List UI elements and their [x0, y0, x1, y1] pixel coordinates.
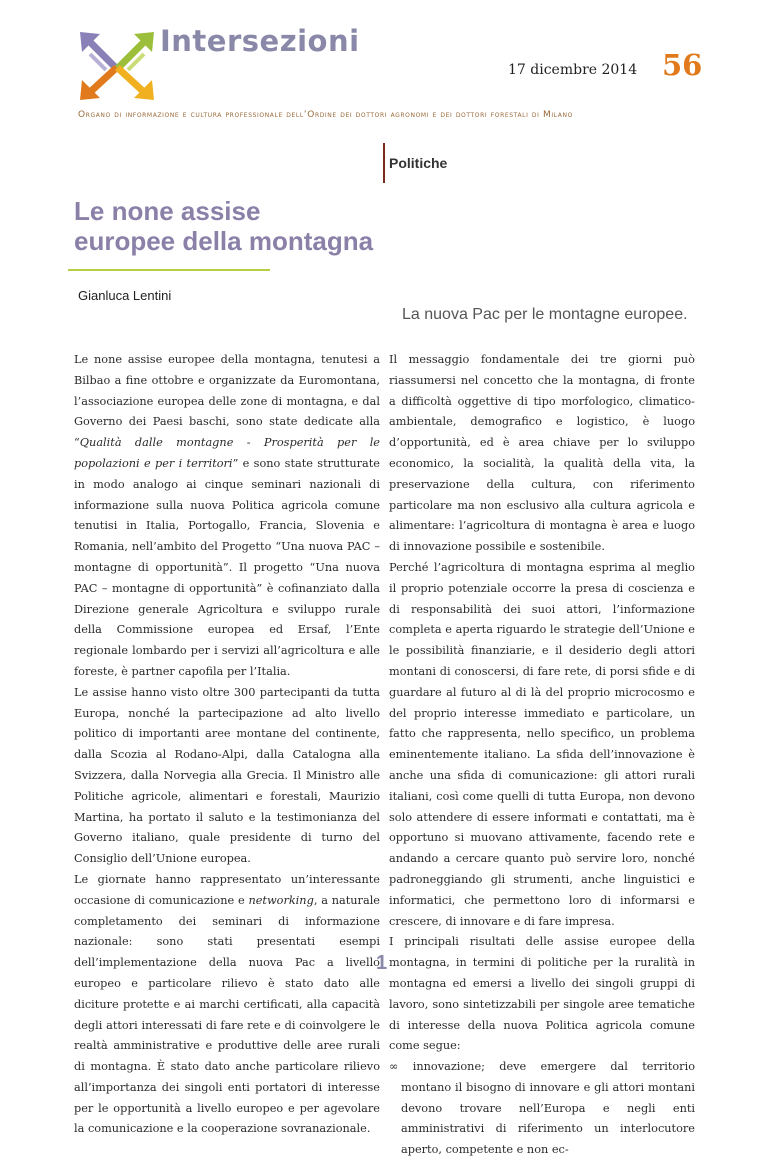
paragraph: [74, 870, 380, 1140]
bullet-text: innovazione; deve emergere dal territorio montano il bisogno di innovare e gli attori montani devono trovare nell’Europa e negli enti amministrativi di riferimento un interlocutore aperto, competente e non ec-: [401, 1060, 695, 1157]
emphasis: networking: [248, 893, 314, 907]
list-item: [389, 1057, 695, 1161]
intersezioni-arrows-logo-icon: [78, 30, 156, 102]
text-run: , a naturale completamento dei seminari di informazione nazionale: sono stati presentati esempi dell’implementazione della nuova Pac a livello europeo e particolare rilievo è stato dato alle diciture protette e ai marchi certificati, alla capacità degli attori interessati di fare rete e di coinvolgere le realtà amministrative e produttive delle aree rurali di montagna. È stato dato anche particolare rilievo all’importanza dei singoli enti portatori di interesse per le opportunità a livello europeo e per agevolare la comunicazione e la cooperazione sovranazionale.: [74, 893, 380, 1136]
text-run: Le giornate hanno rappresentato un’interessante occasione di comunicazione e: [74, 872, 380, 907]
page-number: 1: [376, 952, 388, 974]
bullet-symbol: ∞: [389, 1060, 399, 1074]
article-author: Gianluca Lentini: [78, 288, 172, 303]
brand-name: Intersezioni: [160, 24, 360, 58]
title-underline: [68, 269, 270, 271]
text-run: Le none assise europee della montagna, tenutesi a Bilbao a fine ottobre e organizzate da Euromontana, l’associazione europea delle zone di montagna, e dal Governo dei Paesi baschi, sono state dedicate alla “: [74, 353, 380, 450]
paragraph: Le assise hanno visto oltre 300 partecipanti da tutta Europa, nonché la partecipazione ad alto livello politico di importanti aree montane del continente, dalla Scozia al Rodano-Alpi, dalla Catalogna alla Svizzera, dalla Norvegia alla Grecia. Il Ministro alle Politiche agricole, alimentari e forestali, Maurizio Martina, ha portato il saluto e la testimonianza del Governo italiano, quale presidente di turno del Consiglio dell’Unione europea.: [74, 685, 380, 866]
paragraph: I principali risultati delle assise europee della montagna, in termini di politiche per la ruralità in montagna ed emersi a livello dei singoli gruppi di lavoro, sono sintetizzabili per singole aree tematiche di interesse della nuova Politica agricola comune come segue:: [389, 935, 695, 1053]
emphasis: Qualità dalle montagne - Prosperità per le popolazioni e per i territori: [74, 436, 380, 470]
issue-date: 17 dicembre 2014: [508, 62, 638, 78]
section-label: Politiche: [389, 155, 448, 171]
issue-number: 56: [662, 48, 703, 82]
section-divider: [383, 143, 385, 183]
article-title-line-2: europee della montagna: [74, 226, 374, 256]
left-column: [74, 350, 380, 1140]
paragraph: Perché l’agricoltura di montagna esprima al meglio il proprio potenziale occorre la presa di coscienza e di responsabilità dei suoi attori, l’informazione completa e aperta riguardo le strategie dell’Unione e le possibilità finanziarie, e il desiderio degli attori montani di conoscersi, di fare rete, di porsi sfide e di guardare al futuro al di là del proprio microcosmo e del proprio interesse immediato e particolare, un fatto che rappresenta, nello specifico, un problema eminentemente italiano. La sfida dell’innovazione è anche una sfida di comunicazione: gli attori rurali italiani, così come quelli di tutta Europa, non devono solo attendere di essere informati e contattati, ma è opportuno si muovano attivamente, facendo rete e andando a cercare quanto può servire loro, nonché padroneggiando gli strumenti, anche linguistici e informatici, che permettono loro di informarsi e crescere, di innovare e di fare impresa.: [389, 560, 695, 928]
text-run: ” e sono state strutturate in modo analogo ai cinque seminari nazionali di informazione sulla nuova Politica agricola comune tenutisi in Italia, Portogallo, Francia, Slovenia e Romania, nell’ambito del Progetto “Una nuova PAC – montagne di opportunità”. Il progetto “Una nuova PAC – montagne di opportunità” è cofinanziato dalla Direzione generale Agricoltura e sviluppo rurale della Commissione europea ed Ersaf, l’Ente regionale lombardo per i servizi all’agricoltura e alle foreste, è partner capofila per l’Italia.: [74, 456, 380, 678]
paragraph: Il messaggio fondamentale dei tre giorni può riassumersi nel concetto che la montagna, di fronte a difficoltà oggettive di tipo morfologico, climatico-ambientale, demografico e logistico, è luogo d’opportunità, ed è area chiave per lo sviluppo economico, la socialità, la qualità della vita, la preservazione della cultura, con riferimento particolare ma non esclusivo alla cultura agricola e alimentare: l’agricoltura di montagna è area e luogo di innovazione possibile e sostenibile.: [389, 353, 695, 554]
publication-subtitle: Organo di informazione e cultura professionale dell’Ordine dei dottori agronomi e dei dottori forestali di Milano: [78, 110, 573, 120]
article-title: [74, 196, 534, 256]
article-lead: La nuova Pac per le montagne europee.: [402, 306, 688, 323]
paragraph: [74, 350, 380, 683]
article-title-line-1: Le none assise: [74, 196, 261, 226]
right-column: [389, 350, 695, 1161]
